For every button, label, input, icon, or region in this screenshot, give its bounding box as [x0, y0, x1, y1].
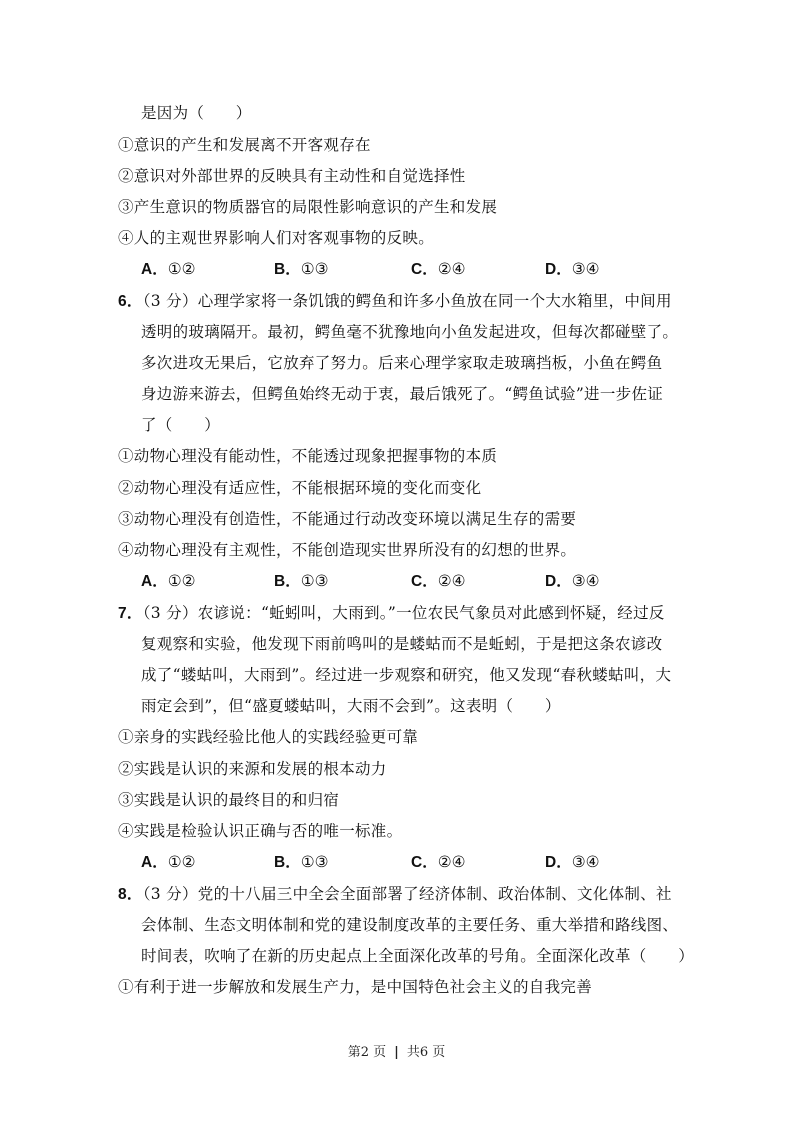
q5-item-2: ②意识对外部世界的反映具有主动性和自觉选择性 — [118, 167, 466, 185]
q6-stem-line-1: 6．（3 分）心理学家将一条饥饿的鳄鱼和许多小鱼放在同一个大水箱里，中间用 — [118, 292, 672, 310]
q8-stem-line-2: 会体制、生态文明体制和党的建设制度改革的主要任务、重大举措和路线图、 — [141, 916, 679, 934]
q7-option-b: B．①③ — [274, 853, 329, 871]
q7-item-3: ③实践是认识的最终目的和归宿 — [118, 791, 340, 809]
q7-stem-line-3: 成了“蝼蛄叫，大雨到”。经过进一步观察和研究，他又发现“春秋蝼蛄叫，大 — [141, 666, 672, 684]
q7-stem-line-2: 复观察和实验，他发现下雨前鸣叫的是蝼蛄而不是蚯蚓，于是把这条农谚改 — [141, 635, 663, 653]
page-footer — [0, 1041, 793, 1060]
q6-option-b: B．①③ — [274, 572, 329, 590]
page-total: 共6 页 — [406, 1045, 446, 1060]
q6-score: （3 分） — [142, 292, 198, 310]
q6-item-1: ①动物心理没有能动性，不能透过现象把握事物的本质 — [118, 447, 498, 465]
q6-option-d: D．③④ — [545, 572, 600, 590]
q6-option-a: A．①② — [141, 572, 196, 590]
footer-separator: | — [394, 1045, 399, 1060]
q6-item-2: ②动物心理没有适应性，不能根据环境的变化而变化 — [118, 479, 482, 497]
q5-option-c: C．②④ — [411, 260, 466, 278]
q6-stem-line-2: 透明的玻璃隔开。最初，鳄鱼毫不犹豫地向小鱼发起进攻，但每次都碰壁了。 — [141, 323, 679, 341]
q6-stem-line-3: 多次进攻无果后，它放弃了努力。后来心理学家取走玻璃挡板，小鱼在鳄鱼 — [141, 354, 663, 372]
q6-stem-line-5: 了（ ） — [141, 416, 221, 434]
q7-score: （3 分） — [142, 604, 198, 622]
q8-item-1: ①有利于进一步解放和发展生产力，是中国特色社会主义的自我完善 — [118, 978, 593, 996]
q5-option-a: A．①② — [141, 260, 196, 278]
q5-item-3: ③产生意识的物质器官的局限性影响意识的产生和发展 — [118, 198, 498, 216]
q7-stem-line-1: 7．（3 分）农谚说：“蚯蚓叫，大雨到。”一位农民气象员对此感到怀疑，经过反 — [118, 604, 665, 622]
q6-number: 6． — [118, 293, 143, 310]
q8-stem-line-3: 时间表，吹响了在新的历史起点上全面深化改革的号角。全面深化改革（ ） — [141, 947, 695, 965]
q6-stem-line-4: 身边游来游去，但鳄鱼始终无动于衷，最后饿死了。“鳄鱼试验”进一步佐证 — [141, 385, 664, 403]
page-number: 第2 页 — [347, 1045, 387, 1060]
q8-score: （3 分） — [142, 885, 198, 903]
q7-option-c: C．②④ — [411, 853, 466, 871]
q6-item-3: ③动物心理没有创造性，不能通过行动改变环境以满足生存的需要 — [118, 510, 577, 528]
q7-option-d: D．③④ — [545, 853, 600, 871]
q5-option-b: B．①③ — [274, 260, 329, 278]
q7-stem-line-4: 雨定会到”，但“盛夏蝼蛄叫，大雨不会到”。这表明（ ） — [141, 697, 561, 715]
q5-option-d: D．③④ — [545, 260, 600, 278]
q8-number: 8． — [118, 886, 143, 903]
q7-item-2: ②实践是认识的来源和发展的根本动力 — [118, 760, 387, 778]
q7-number: 7． — [118, 605, 143, 622]
q5-stem-tail: 是因为（ ） — [141, 104, 252, 122]
q7-item-1: ①亲身的实践经验比他人的实践经验更可靠 — [118, 728, 419, 746]
q8-stem-line-1: 8．（3 分）党的十八届三中全会全面部署了经济体制、政治体制、文化体制、社 — [118, 885, 672, 903]
q7-item-4: ④实践是检验认识正确与否的唯一标准。 — [118, 822, 403, 840]
q5-item-1: ①意识的产生和发展离不开客观存在 — [118, 136, 371, 154]
q6-option-c: C．②④ — [411, 572, 466, 590]
q6-item-4: ④动物心理没有主观性，不能创造现实世界所没有的幻想的世界。 — [118, 541, 577, 559]
q5-item-4: ④人的主观世界影响人们对客观事物的反映。 — [118, 229, 435, 247]
q7-option-a: A．①② — [141, 853, 196, 871]
